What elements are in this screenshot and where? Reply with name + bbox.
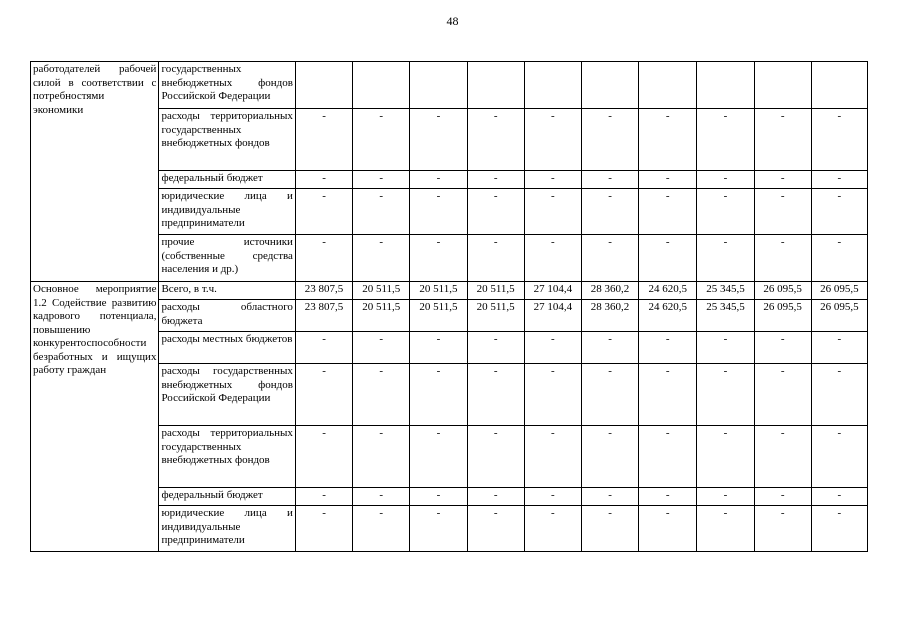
value-cell: -: [697, 171, 754, 189]
value-cell: -: [353, 235, 410, 282]
value-cell: -: [295, 189, 352, 235]
value-cell: -: [524, 488, 581, 506]
value-cell: -: [581, 426, 638, 488]
value-cell: -: [697, 426, 754, 488]
value-cell: [295, 62, 352, 109]
value-cell: -: [581, 506, 638, 552]
value-cell: -: [754, 426, 811, 488]
value-cell: 23 807,5: [295, 300, 352, 332]
funding-source: федеральный бюджет: [159, 488, 295, 506]
value-cell: -: [467, 189, 524, 235]
value-cell: -: [639, 506, 697, 552]
value-cell: -: [639, 426, 697, 488]
page-number: 48: [446, 14, 459, 28]
value-cell: [410, 62, 467, 109]
value-cell: [581, 62, 638, 109]
value-cell: -: [754, 364, 811, 426]
value-cell: -: [410, 332, 467, 364]
value-cell: -: [811, 506, 867, 552]
value-cell: -: [811, 189, 867, 235]
value-cell: [353, 62, 410, 109]
value-cell: -: [754, 488, 811, 506]
value-cell: -: [353, 364, 410, 426]
value-cell: 26 095,5: [811, 282, 867, 300]
funding-source: федеральный бюджет: [159, 171, 295, 189]
value-cell: -: [295, 109, 352, 171]
value-cell: -: [639, 235, 697, 282]
value-cell: -: [524, 171, 581, 189]
value-cell: [524, 62, 581, 109]
value-cell: -: [811, 109, 867, 171]
value-cell: 20 511,5: [353, 300, 410, 332]
value-cell: -: [467, 332, 524, 364]
value-cell: -: [639, 189, 697, 235]
table-row: [31, 282, 868, 300]
value-cell: -: [754, 332, 811, 364]
value-cell: 24 620,5: [639, 282, 697, 300]
funding-source: расходы территориальных государственных внебюджетных фондов: [159, 109, 295, 171]
funding-source: расходы местных бюджетов: [159, 332, 295, 364]
value-cell: -: [754, 506, 811, 552]
value-cell: -: [754, 235, 811, 282]
value-cell: -: [639, 171, 697, 189]
value-cell: -: [467, 235, 524, 282]
funding-source: Всего, в т.ч.: [159, 282, 295, 300]
value-cell: -: [639, 109, 697, 171]
value-cell: 23 807,5: [295, 282, 352, 300]
value-cell: -: [524, 364, 581, 426]
value-cell: 26 095,5: [754, 282, 811, 300]
value-cell: -: [467, 364, 524, 426]
funding-source: государственных внебюджетных фондов Российской Федерации: [159, 62, 295, 109]
value-cell: 24 620,5: [639, 300, 697, 332]
value-cell: -: [410, 364, 467, 426]
value-cell: -: [410, 488, 467, 506]
value-cell: -: [410, 109, 467, 171]
value-cell: -: [295, 235, 352, 282]
value-cell: -: [524, 109, 581, 171]
value-cell: -: [811, 488, 867, 506]
value-cell: -: [581, 488, 638, 506]
value-cell: [639, 62, 697, 109]
funding-source: прочие источники (собственные средства населения и др.): [159, 235, 295, 282]
value-cell: -: [467, 109, 524, 171]
value-cell: -: [353, 109, 410, 171]
value-cell: -: [295, 488, 352, 506]
value-cell: -: [295, 332, 352, 364]
value-cell: 20 511,5: [353, 282, 410, 300]
value-cell: -: [467, 426, 524, 488]
value-cell: -: [295, 364, 352, 426]
value-cell: -: [524, 506, 581, 552]
value-cell: 26 095,5: [811, 300, 867, 332]
value-cell: -: [410, 235, 467, 282]
value-cell: -: [581, 189, 638, 235]
value-cell: -: [811, 426, 867, 488]
value-cell: -: [524, 332, 581, 364]
value-cell: 25 345,5: [697, 300, 754, 332]
funding-source: расходы областного бюджета: [159, 300, 295, 332]
value-cell: -: [524, 235, 581, 282]
value-cell: 27 104,4: [524, 282, 581, 300]
value-cell: -: [467, 171, 524, 189]
value-cell: [467, 62, 524, 109]
table-body: [31, 62, 868, 552]
value-cell: -: [581, 364, 638, 426]
value-cell: -: [410, 426, 467, 488]
value-cell: -: [295, 171, 352, 189]
value-cell: -: [581, 332, 638, 364]
funding-source: расходы государственных внебюджетных фондов Российской Федерации: [159, 364, 295, 426]
activity-label: работодателей рабочей силой в соответствии с потребностями экономики: [31, 62, 159, 282]
value-cell: 28 360,2: [581, 300, 638, 332]
value-cell: -: [754, 109, 811, 171]
value-cell: -: [524, 189, 581, 235]
value-cell: -: [410, 189, 467, 235]
value-cell: 26 095,5: [754, 300, 811, 332]
value-cell: -: [697, 364, 754, 426]
budget-table: [30, 61, 868, 552]
value-cell: -: [639, 488, 697, 506]
value-cell: -: [353, 189, 410, 235]
value-cell: -: [697, 235, 754, 282]
value-cell: 25 345,5: [697, 282, 754, 300]
value-cell: -: [811, 332, 867, 364]
funding-source: юридические лица и индивидуальные предприниматели: [159, 506, 295, 552]
value-cell: -: [410, 171, 467, 189]
value-cell: -: [524, 426, 581, 488]
funding-source: юридические лица и индивидуальные предприниматели: [159, 189, 295, 235]
value-cell: -: [353, 506, 410, 552]
value-cell: -: [754, 189, 811, 235]
value-cell: -: [467, 506, 524, 552]
value-cell: -: [697, 109, 754, 171]
value-cell: -: [410, 506, 467, 552]
value-cell: -: [697, 488, 754, 506]
value-cell: -: [295, 426, 352, 488]
value-cell: -: [581, 109, 638, 171]
value-cell: -: [811, 171, 867, 189]
funding-source: расходы территориальных государственных внебюджетных фондов: [159, 426, 295, 488]
value-cell: -: [811, 364, 867, 426]
value-cell: -: [581, 171, 638, 189]
value-cell: -: [295, 506, 352, 552]
value-cell: -: [639, 332, 697, 364]
value-cell: -: [639, 364, 697, 426]
value-cell: -: [811, 235, 867, 282]
value-cell: -: [353, 488, 410, 506]
value-cell: 20 511,5: [467, 300, 524, 332]
value-cell: 20 511,5: [410, 300, 467, 332]
value-cell: 20 511,5: [467, 282, 524, 300]
value-cell: [697, 62, 754, 109]
activity-label: Основное мероприятие 1.2 Содействие развитию кадрового потенциала, повышению конкурентоспособности безработных и ищущих работу граждан: [31, 282, 159, 552]
value-cell: -: [353, 426, 410, 488]
value-cell: 20 511,5: [410, 282, 467, 300]
value-cell: [811, 62, 867, 109]
value-cell: -: [697, 332, 754, 364]
table-row: [31, 62, 868, 109]
value-cell: -: [467, 488, 524, 506]
value-cell: [754, 62, 811, 109]
value-cell: -: [697, 506, 754, 552]
value-cell: -: [353, 171, 410, 189]
value-cell: -: [697, 189, 754, 235]
value-cell: -: [754, 171, 811, 189]
value-cell: 27 104,4: [524, 300, 581, 332]
value-cell: -: [581, 235, 638, 282]
value-cell: -: [353, 332, 410, 364]
value-cell: 28 360,2: [581, 282, 638, 300]
